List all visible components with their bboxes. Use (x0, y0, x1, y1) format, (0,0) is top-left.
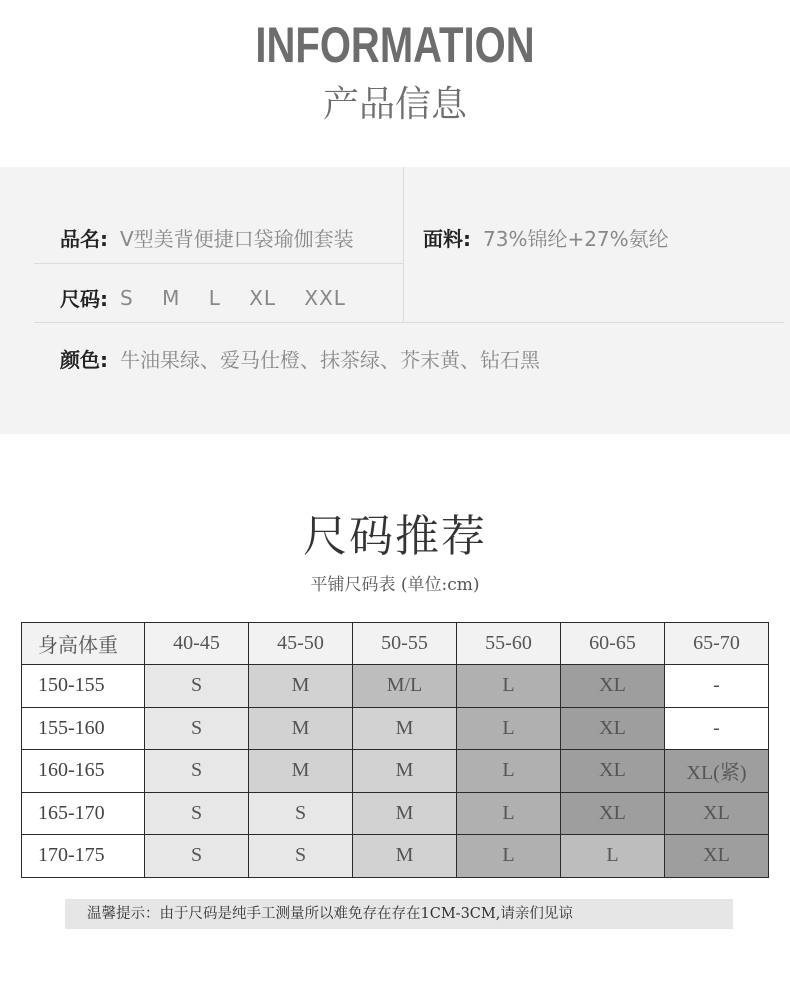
color-value: 牛油果绿、爱马仕橙、抹茶绿、芥末黄、钻石黑 (120, 348, 540, 372)
size-cell: - (665, 665, 769, 708)
color-label: 颜色: (60, 348, 108, 372)
height-cell: 160-165 (22, 750, 145, 793)
product-name-row (60, 223, 354, 252)
weight-header: 60-65 (561, 623, 665, 665)
table-row (22, 665, 769, 708)
size-cell: M (353, 750, 457, 793)
weight-header: 40-45 (145, 623, 249, 665)
table-header-row (22, 623, 769, 665)
size-cell: S (249, 792, 353, 835)
size-list (120, 286, 368, 310)
size-label: 尺码: (60, 287, 108, 311)
size-cell: S (145, 665, 249, 708)
height-cell: 150-155 (22, 665, 145, 708)
size-cell: S (145, 835, 249, 878)
size-recommend-subtitle: 平铺尺码表 (单位:cm) (310, 575, 480, 595)
product-name-value: V型美背便捷口袋瑜伽套装 (120, 227, 354, 251)
weight-header: 55-60 (457, 623, 561, 665)
info-title: INFORMATION (255, 17, 535, 73)
size-cell: M (249, 665, 353, 708)
size-option: S (120, 285, 134, 310)
weight-header: 50-55 (353, 623, 457, 665)
size-cell: M (353, 707, 457, 750)
size-cell: M (249, 750, 353, 793)
weight-header: 45-50 (249, 623, 353, 665)
size-option: XL (249, 285, 277, 310)
size-cell: XL(紧) (665, 750, 769, 793)
size-row (60, 283, 368, 312)
height-cell: 170-175 (22, 835, 145, 878)
panel-divider-horizontal (34, 322, 784, 323)
product-info-panel (0, 167, 790, 434)
size-cell: L (457, 665, 561, 708)
panel-divider-vertical (403, 167, 404, 322)
size-chart-table (21, 622, 769, 878)
table-row (22, 707, 769, 750)
size-cell: XL (561, 665, 665, 708)
info-subtitle: 产品信息 (322, 84, 467, 125)
fabric-value: 73%锦纶+27%氨纶 (483, 227, 669, 251)
size-cell: L (457, 750, 561, 793)
size-cell: M (353, 835, 457, 878)
size-tip-banner: 温馨提示：由于尺码是纯手工测量所以难免存在存在1CM-3CM,请亲们见谅 (65, 899, 733, 929)
size-cell: M (353, 792, 457, 835)
size-cell: XL (561, 792, 665, 835)
size-option: L (208, 285, 221, 310)
size-cell: S (249, 835, 353, 878)
size-cell: S (145, 750, 249, 793)
size-cell: XL (561, 707, 665, 750)
height-cell: 155-160 (22, 707, 145, 750)
fabric-row (423, 223, 669, 252)
size-cell: S (145, 707, 249, 750)
size-cell: M (249, 707, 353, 750)
size-cell: S (145, 792, 249, 835)
size-recommend-title: 尺码推荐 (303, 511, 487, 562)
size-cell: L (457, 835, 561, 878)
size-cell: L (561, 835, 665, 878)
size-cell: XL (561, 750, 665, 793)
table-row (22, 750, 769, 793)
size-cell: M/L (353, 665, 457, 708)
size-cell: L (457, 707, 561, 750)
product-name-label: 品名: (60, 227, 108, 251)
table-row (22, 835, 769, 878)
size-option: XXL (304, 285, 346, 310)
fabric-label: 面料: (423, 227, 471, 251)
size-option: M (162, 285, 181, 310)
color-row (60, 344, 540, 373)
size-cell: XL (665, 835, 769, 878)
table-row (22, 792, 769, 835)
size-cell: XL (665, 792, 769, 835)
size-cell: - (665, 707, 769, 750)
weight-header: 65-70 (665, 623, 769, 665)
panel-divider-horizontal (34, 263, 403, 264)
size-cell: L (457, 792, 561, 835)
table-corner-header: 身高体重 (22, 623, 145, 665)
height-cell: 165-170 (22, 792, 145, 835)
